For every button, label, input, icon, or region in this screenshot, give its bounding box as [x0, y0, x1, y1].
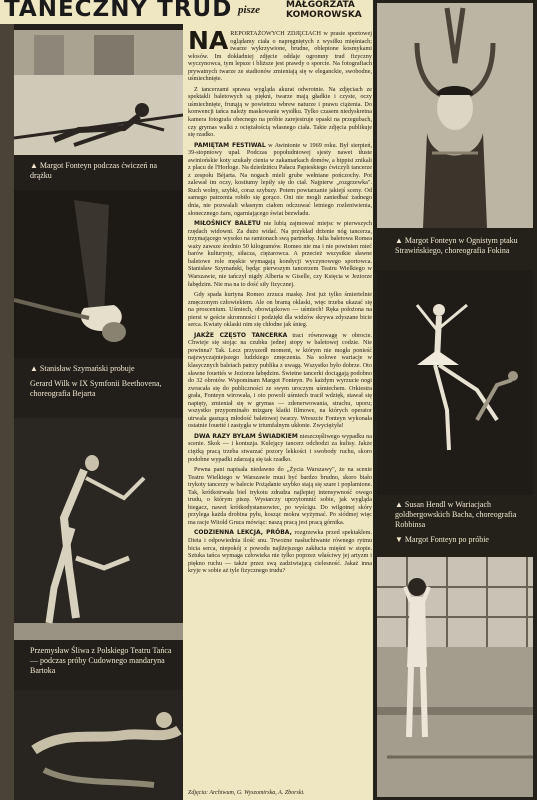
photo-credits: Zdjęcia: Archiwum, G. Wyszomirska, A. Zborski.: [188, 790, 305, 797]
caption-fonteyn-firebird: ▲ Margot Fonteyn w Ognistym ptaku Strawińskiego, choreografia Fokina: [395, 236, 518, 255]
photo-fonteyn-barre: [14, 30, 183, 155]
drop-cap: NA: [188, 26, 229, 55]
caption-wilk: Gerard Wilk w IX Symfonii Beethovena, choreografia Bejarta: [30, 379, 162, 398]
firebird-illustration: [377, 3, 533, 228]
photo-sliwa: [14, 690, 183, 800]
paragraph-9: CODZIENNA LEKCJA, PRÓBA, rozgrzewka przed spektaklem. Dieta i odpowiednia ilość snu. Trwożne nasłuchiwanie równego rytmu bicia serca, niepokój z powodu najlżejszego zakłucia mięśni w stopie. Sztuka tańca wymaga człowieka nie tylko poprzez właściwy jej artyzm i piękno ruchu — także przez swą zadziwiającą cielesność. Jakaż inna kryje w sobie aż tyle fizycznego trudu?: [188, 529, 373, 575]
caption-fonteyn-barre: ▲ Margot Fonteyn podczas ćwiczeń na drążku: [30, 161, 158, 180]
paragraph-8: Pewna pani napisała niedawno do „Życia Warszawy", że na scenie Teatru Wielkiego w Warszawie musi być bardzo brudno, skoro biało trykoty tancerzy w balecie Pożądanie szybko stają się szare i poplamione. Tak, krótkotrwała biel trykotu zdradza najlepiej intensywność owego trudu, o którym piszę. Wystarczy uprzytomnić sobie, jak wygląda biegacz, nawet krótkodystansowiec, po wyścigu. Do wilgotnej skóry przylega każda drobina pyłu, kosząc mokra wyżymać. Po siódmej więc ma racje Witold Gruca mówiąc: naszą pracą jest pracą górnika.: [188, 466, 372, 526]
article-header: [0, 0, 372, 24]
author-name-line2: KOMOROWSKA: [286, 10, 362, 20]
lead-in-9: CODZIENNA LEKCJA, PRÓBA,: [194, 529, 292, 537]
byline-prefix: pisze: [238, 4, 260, 16]
paragraph-3: PAMIĘTAM FESTIWAL w Awinionie w 1969 roku. Był sierpień, 39-stopniowy upał. Podczas popołudniowej sjesty nawet tłuste awiniońskie koty szukały cienia w zakamarkach domów, a hippisi znikali z placu de l'Horloge. Na dziedzińcu Pałacu Papieskiego ćwiczyli tancerze z zespołu Béjarta. Na nogach mieli grube wełniane pończochy. Pot zalewał im oczy, kostiumy lepiły się do ciał. Najpierw „rozgrzewka". Ruch wolny, szybki, coraz szybszy. Potem powtarzanie jakiejś sceny. Od samego patrzenia robiło się gorąco. Oni nie mogli zaniedbać żadnego dnia, nie pozwalali własnym ciałom odczuwać letniego rozleniwienia, słonecznego żaru, ogarniającego świat bezwładu.: [188, 141, 373, 217]
photo-wilk: [14, 418, 183, 640]
szymanski-illustration: [14, 190, 183, 358]
paragraph-2: Z tancerzami sprawa wygląda akurat odwrotnie. Na zdjęciach ze spektakli baletowych są piękni, twarze mają gładkie i czyste, oczy uśmiechnięte, frunąją w powietrzu wbrew naturze i prawu ciążenia. Do konwencji tańca należy maskowanie wysiłku. Tylko czasem niedyskretna kamera fotografa obecnego na próbie zarejestruje opaski na przegubach, czy grymas walki z ociężałością własnego ciała. Takie zdjęcia publikuje się rzadko.: [188, 85, 372, 139]
paragraph-6: JAKŻE CZĘSTO TANCERKA traci równowagę w obrocie. Chwieje się stojąc na czubku jednej stopy w baletowej codzie. Nie powinna? Tak. Lecz przyszedł moment, w którym nie mogła ponieść najzwyczajniejszego ludzkiego zmęczenia. Na solowe wariacje w klasycznych baletach patrzy publika z uwagą. Wszystko było dobrze. Oto sławne fouettés w Jeziorze łabędzim. Świetne tancerki dociągają podobno do 32 obrotów. Wspominam Margot Fonteyn. Po każdym wyrzucie nogi zwracała się do publiczności ze swym uroczym uśmiechem. Orkiestra grała, Fonteyn wirowała, i oto powoli uśmiech tracił wdzięk, stawał się napięty, zmieniał się w grymas — zdenerwowania, strachu, uporu; wszystko przypominało mizgarę klatki filmowe, na których operator utrwala gasnącą młodość baletowej twarzy. Wreszcie Fonteyn wykonała ostatnie fouetté i zastygła w triumfalnym ukłonie. Zwyciężyła!: [188, 331, 372, 430]
lead-in-6: JAKŻE CZĘSTO TANCERKA: [194, 331, 288, 339]
caption-hendl: ▲ Susan Hendl w Wariacjach goldbergowskich Bacha, choreografia Robbinsa: [395, 500, 517, 529]
article-body: [188, 26, 373, 800]
paragraph-7: DWA RAZY BYŁAM ŚWIADKIEM nieszczęśliwego wypadku na scenie. Skok — i kontuzja. Kulejący tancerz odchodzi za kulisy. Jakże ciężką pracą trzeba stwarzać pozory lekkości i swobody ruchu, skoro podobne wypadki zdarzają się tak rzadko.: [188, 432, 372, 463]
photo-hendl: [377, 270, 533, 495]
caption-fonteyn-after: ▼ Margot Fonteyn po próbie: [395, 535, 489, 544]
lead-in-7: DWA RAZY BYŁAM ŚWIADKIEM: [194, 432, 298, 440]
photo-szymanski: [14, 190, 183, 358]
author-name-line1: MAŁGORZATA: [286, 0, 355, 10]
photo-fonteyn-firebird: [377, 3, 533, 228]
paragraph-5: Gdy spada kurtyna Romeo zrzuca maskę. Jest już tylko śmiertelnie zmęczonym człowiekiem. Ale on bramą oklaski, więc trzeba ukazać się na proscenium. Uśmiech, obowiązkowo — uśmiech! Ręka położona na piersi w geście skromności i podzięki dla widzów skrywa zdyszane bicie serca. Kwiaty oklaski nim się chłodne jak śnieg.: [188, 291, 372, 329]
sliwa-illustration: [14, 690, 183, 800]
fonteyn-after-illustration: [377, 557, 533, 797]
wilk-illustration: [14, 418, 183, 640]
paragraph-4: MIŁOŚNICY BALETU nie lubią zajmować miejsc w pierwszych rzędach widowni. Za dużo widać. Na przykład drżenie nóg tancerza, trzymającego wysoko na ramionach swą partnerkę. Julia baletowa Romea waży zawsze średnio 50 kilogramów. Romeo nie ma i nie powinien mieć barów kulturysty, siłacza, ciężarowca. A przecież wszystkie sławne baletowe role męskie wymagają kondycji wyczynowego sportowca. Stanisław Szymański, będąc pierwszym tancerzem Teatru Wielkiego w Warszawie, nie tańczył nigdy Alberta w Giselle, czy Księcia w Jeziorze łabędzim. Nie ma na to dość siły fizycznej.: [188, 220, 373, 288]
paragraph-1: NA REPORTAŻOWYCH ZDJĘCIACH w prasie sportowej oglądamy ciała o napręgniętych z wysiłku mięśniach; twarze wykrzywione, brudne, oblepione kosmykami włosów. Im dokładniej zdjęcie oddaje ogromny trud fizyczny wyczynowca, tym lepsze i bliższe jest prawdy o sporcie. Na fotografiach prywatnych twarze ze stadionów zmieniają się w eleganckie, swobodne, uśmiechnięte.: [188, 26, 372, 83]
hendl-illustration: [377, 270, 533, 495]
left-edge-strip: [0, 24, 14, 800]
lead-in-3: PAMIĘTAM FESTIWAL: [194, 141, 266, 149]
lead-in-4: MIŁOŚNICY BALETU: [194, 220, 261, 228]
author-name: [286, 0, 362, 20]
article-title: TANECZNY TRUD: [4, 0, 233, 22]
caption-szymanski: ▲ Stanisław Szymański probuje: [30, 364, 135, 373]
barre-illustration: [14, 30, 183, 155]
caption-sliwa: Przemysław Śliwa z Polskiego Teatru Tańca — podczas próby Cudownego mandaryna Bartoka: [30, 646, 172, 675]
photo-fonteyn-after: [377, 557, 533, 797]
